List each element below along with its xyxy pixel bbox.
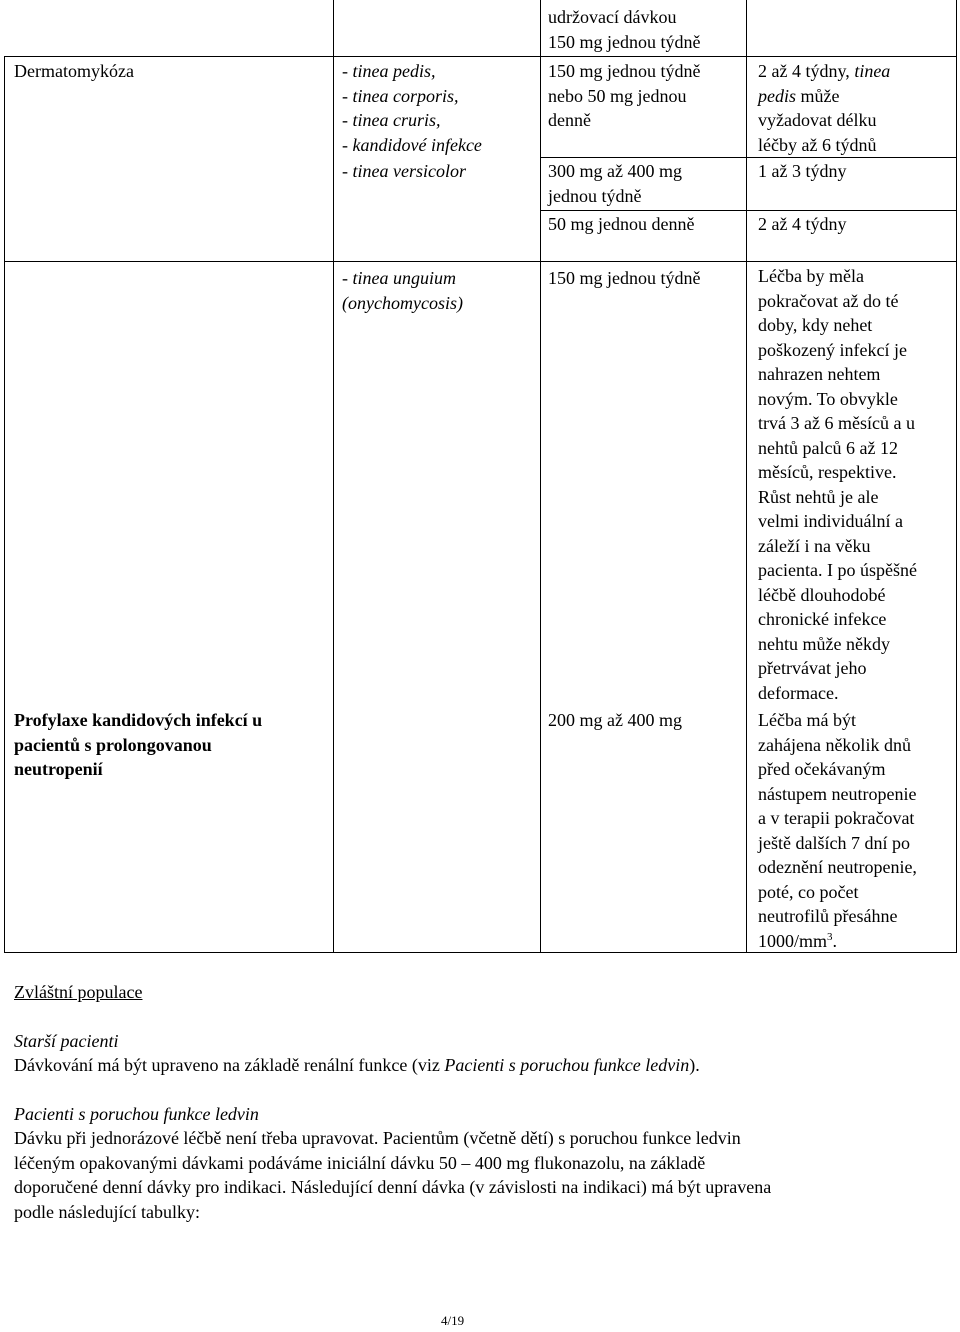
dose-cell: 200 mg až 400 mg (548, 710, 682, 730)
page-number: 4/19 (441, 1313, 465, 1328)
dose-line: 150 mg jednou týdně (548, 61, 701, 81)
condition-cell (342, 266, 463, 315)
indication-cell (14, 708, 262, 782)
dose-line: jednou týdně (548, 185, 642, 206)
paragraph-text: ). (689, 1055, 700, 1075)
paragraph-line: podle následující tabulky: (14, 1201, 200, 1222)
dose-line: denně (548, 110, 591, 130)
table-border (956, 261, 957, 953)
table-border (4, 56, 5, 262)
duration-text: může (796, 85, 840, 106)
duration-cell (758, 708, 917, 953)
duration-line: nehtů palců 6 až 12 (758, 437, 898, 458)
condition-cell: - tinea versicolor (342, 161, 466, 181)
duration-line: doby, kdy nehet (758, 315, 873, 335)
duration-line (758, 929, 917, 954)
condition-line: - kandidové infekce (342, 134, 482, 155)
duration-line (758, 84, 890, 109)
condition-line: (onychomycosis) (342, 292, 463, 313)
table-border (540, 157, 957, 158)
duration-line: Léčba má být (758, 710, 856, 730)
renal-paragraph (14, 1126, 926, 1224)
dose-cell: 150 mg jednou týdně (548, 268, 701, 288)
duration-text: tinea (854, 61, 891, 81)
duration-line: léčbě dlouhodobé (758, 584, 886, 605)
duration-line: záleží i na věku (758, 535, 871, 556)
dose-line: 150 mg jednou týdně (548, 31, 701, 52)
duration-line: poškozený infekcí je (758, 339, 907, 360)
table-border (4, 56, 957, 57)
dose-line: udržovací dávkou (548, 7, 677, 27)
paragraph-text: Dávkování má být upraveno na základě renální funkce (viz (14, 1055, 445, 1075)
duration-line: nehtu může někdy (758, 633, 890, 654)
duration-line: pokračovat až do té (758, 290, 899, 311)
duration-line: poté, co počet (758, 881, 859, 902)
duration-line: nástupem neutropenie (758, 783, 917, 804)
dose-cell (548, 5, 700, 54)
condition-line: - tinea unguium (342, 268, 456, 288)
duration-line: pacienta. I po úspěšné (758, 560, 917, 580)
indication-line: neutropenií (14, 759, 103, 779)
duration-line: měsíců, respektive. (758, 462, 897, 482)
paragraph-line: Dávku při jednorázové léčbě není třeba upravovat. Pacientům (včetně dětí) s poruchou funkce ledvin (14, 1128, 741, 1148)
table-border (333, 0, 334, 262)
duration-line (758, 59, 890, 84)
duration-line: nahrazen nehtem (758, 364, 881, 384)
paragraph-line: doporučené denní dávky pro indikaci. Následující denní dávka (v závislosti na indikaci) má být upravena (14, 1177, 772, 1197)
duration-text: pedis (758, 85, 796, 106)
duration-line: deformace. (758, 682, 839, 703)
table-border (956, 0, 957, 262)
duration-cell (758, 264, 917, 705)
table-border (540, 261, 541, 953)
indication-line: pacientů s prolongovanou (14, 734, 212, 755)
indication-cell: Dermatomykóza (14, 61, 134, 81)
superscript: 3 (827, 930, 833, 943)
duration-line: přetrvávat jeho (758, 658, 867, 678)
duration-line: trvá 3 až 6 měsíců a u (758, 413, 915, 433)
duration-line: vyžadovat délku (758, 110, 877, 130)
duration-text: 1000/mm (758, 930, 828, 951)
subsection-heading-renal: Pacienti s poruchou funkce ledvin (14, 1104, 259, 1124)
duration-line: velmi individuální a (758, 511, 903, 531)
table-border (4, 261, 5, 953)
table-border (4, 261, 957, 262)
duration-line: novým. To obvykle (758, 388, 898, 409)
table-border (746, 261, 747, 953)
duration-line: zahájena několik dnů (758, 734, 911, 755)
indication-line: Profylaxe kandidových infekcí u (14, 710, 263, 730)
section-heading: Zvláštní populace (14, 982, 143, 1002)
condition-line: - tinea pedis, (342, 61, 436, 81)
paragraph-line: léčeným opakovanými dávkami podáváme iniciální dávku 50 – 400 mg flukonazolu, na základě (14, 1152, 706, 1173)
condition-cell (342, 59, 482, 157)
duration-cell: 2 až 4 týdny (758, 214, 847, 234)
table-border (540, 210, 957, 211)
table-border (746, 0, 747, 262)
condition-line: - tinea corporis, (342, 85, 459, 106)
duration-line: chronické infekce (758, 609, 887, 629)
dose-cell (548, 59, 700, 133)
duration-line: před očekávaným (758, 759, 886, 779)
dose-cell: 50 mg jednou denně (548, 214, 695, 234)
elderly-paragraph (14, 1053, 700, 1078)
dose-cell (548, 159, 682, 208)
duration-text: . (832, 930, 838, 951)
duration-line: odeznění neutropenie, (758, 857, 917, 877)
duration-line: léčby až 6 týdnů (758, 134, 877, 155)
condition-line: - tinea cruris, (342, 110, 441, 130)
duration-text: 2 až 4 týdny, (758, 61, 855, 81)
duration-cell: 1 až 3 týdny (758, 161, 847, 181)
duration-line: ještě dalších 7 dní po (758, 832, 910, 853)
dose-line: nebo 50 mg jednou (548, 85, 687, 106)
dose-line: 300 mg až 400 mg (548, 161, 682, 181)
duration-line: neutrofilů přesáhne (758, 906, 898, 926)
duration-line: Léčba by měla (758, 266, 864, 286)
table-border (333, 261, 334, 953)
subsection-heading-elderly: Starší pacienti (14, 1031, 119, 1051)
duration-line: a v terapii pokračovat (758, 808, 915, 828)
duration-line: Růst nehtů je ale (758, 486, 879, 507)
duration-cell (758, 59, 890, 157)
paragraph-reference: Pacienti s poruchou funkce ledvin (444, 1055, 690, 1075)
table-border (540, 0, 541, 262)
